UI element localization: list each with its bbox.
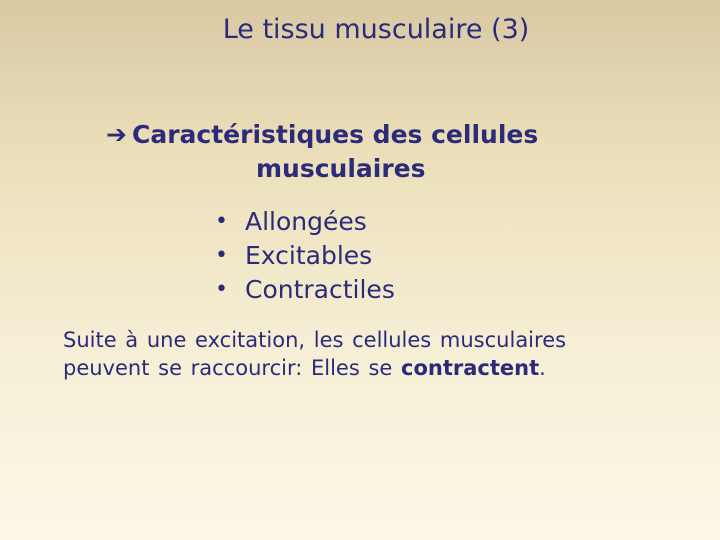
list-item [215,239,395,273]
emphasized-term: contractent [401,356,540,380]
list-item [215,205,395,239]
subtitle-line-2: musculaires [256,154,426,183]
bullet-text: Excitables [245,241,373,270]
subtitle-line-1: Caractéristiques des cellules [132,120,539,149]
slide-title: Le tissu musculaire (3) [222,14,530,45]
bullet-icon: • [215,243,228,268]
paragraph-line-2-end: . [539,356,546,380]
paragraph-line-2-text: peuvent se raccourcir: Elles se [63,356,401,380]
paragraph-line-1: Suite à une excitation, les cellules musculaires [63,328,567,352]
bullet-text: Contractiles [245,275,395,304]
bullet-icon: • [215,277,228,302]
body-paragraph [63,326,683,382]
bullet-text: Allongées [245,207,367,236]
arrow-right-icon: ➔ [106,120,127,149]
section-subtitle [106,118,606,186]
bullet-list [215,205,395,307]
bullet-icon: • [215,209,228,234]
list-item [215,273,395,307]
